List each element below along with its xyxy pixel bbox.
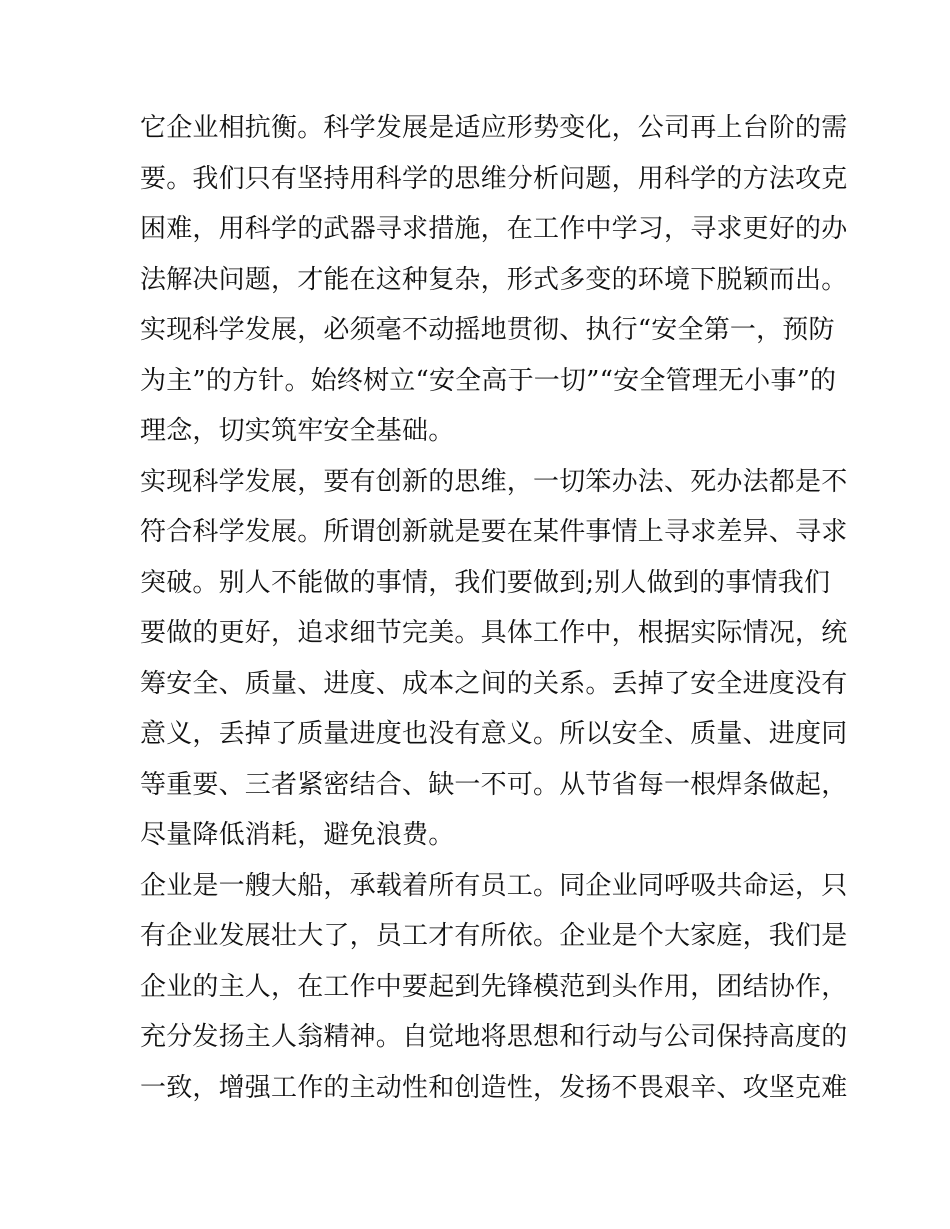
text-line: 一致，增强工作的主动性和创造性，发扬不畏艰辛、攻坚克难 (140, 1072, 848, 1103)
text-line: 实现科学发展，要有创新的思维，一切笨办法、死办法都是不 (140, 466, 848, 497)
text-line: 企业是一艘大船，承载着所有员工。同企业同呼吸共命运，只 (140, 870, 848, 901)
text-line: 理念，切实筑牢安全基础。 (140, 416, 455, 446)
text-line: 实现科学发展，必须毫不动摇地贯彻、执行“安全第一，预防 (140, 315, 835, 345)
text-line: 符合科学发展。所谓创新就是要在某件事情上寻求差异、寻求 (140, 517, 848, 547)
text-line: 企业的主人，在工作中要起到先锋模范到头作用，团结协作， (140, 971, 848, 1002)
text-line: 要做的更好，追求细节完美。具体工作中，根据实际情况，统 (140, 618, 848, 648)
text-line: 它企业相抗衡。科学发展是适应形势变化，公司再上台阶的需 (140, 113, 848, 143)
text-line: 有企业发展壮大了，员工才有所依。企业是个大家庭，我们是 (140, 921, 848, 951)
text-line: 突破。别人不能做的事情，我们要做到;别人做到的事情我们 (140, 567, 831, 598)
text-line: 尽量降低消耗，避免浪费。 (140, 820, 455, 850)
text-line: 困难，用科学的武器寻求措施，在工作中学习，寻求更好的办 (140, 214, 848, 244)
text-line: 意义，丢掉了质量进度也没有意义。所以安全、质量、进度同 (140, 719, 848, 749)
text-line: 充分发扬主人翁精神。自觉地将思想和行动与公司保持高度的 (140, 1022, 848, 1052)
text-line: 法解决问题，才能在这种复杂，形式多变的环境下脱颖而出。 (140, 264, 848, 295)
text-line: 要。我们只有坚持用科学的思维分析问题，用科学的方法攻克 (140, 163, 848, 194)
text-line: 为主”的方针。始终树立“安全高于一切”“安全管理无小事”的 (140, 365, 837, 396)
body-text (140, 103, 848, 1113)
text-line: 等重要、三者紧密结合、缺一不可。从节省每一根焊条做起， (140, 769, 848, 800)
text-line: 筹安全、质量、进度、成本之间的关系。丢掉了安全进度没有 (140, 668, 848, 699)
